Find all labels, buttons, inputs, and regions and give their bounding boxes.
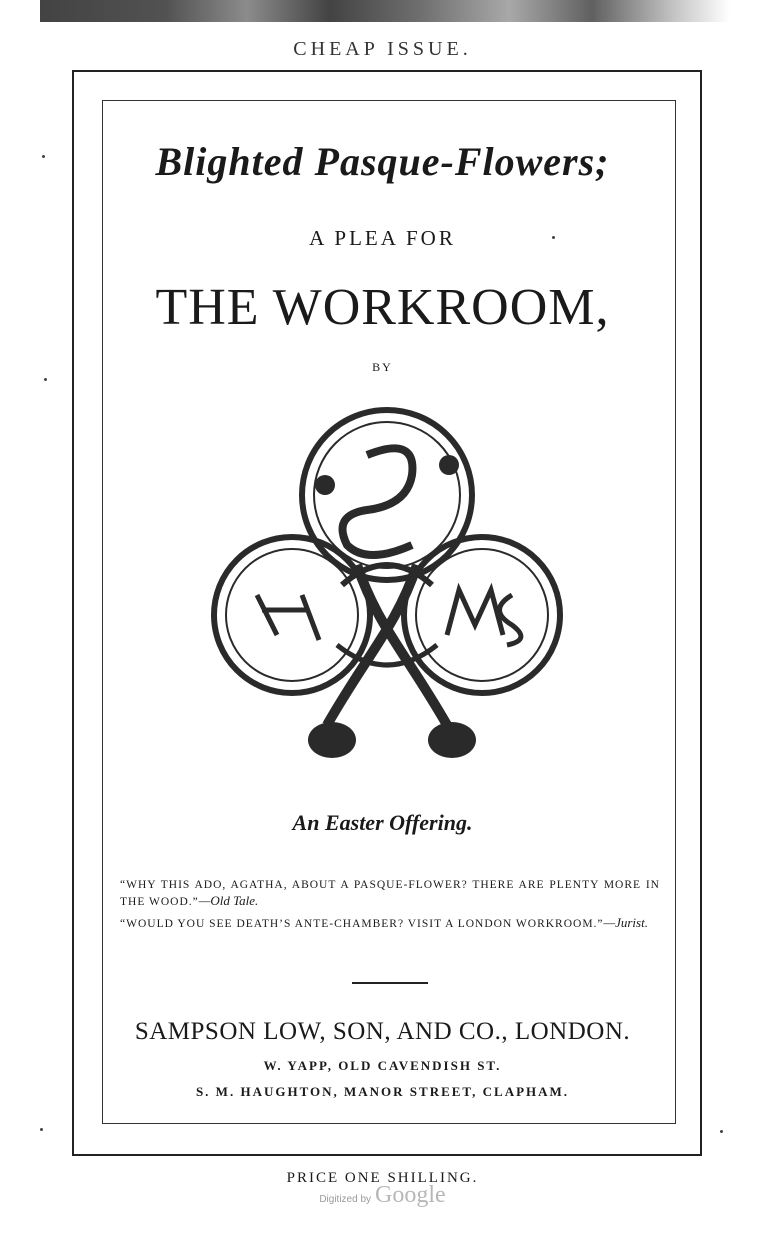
epigraph-quote [120,915,660,932]
scan-speck [42,155,45,158]
by-line: BY [372,360,393,374]
agent-line: W. YAPP, OLD CAVENDISH ST. [263,1058,502,1073]
watermark-logo: Google [375,1182,446,1208]
epigraph-quote [120,877,660,910]
main-title: Blighted Pasque-Flowers; [155,139,610,184]
scan-edge-artifact [40,0,730,22]
easter-offering: An Easter Offering. [292,810,473,835]
quote-source: —Old Tale. [198,893,259,908]
price-line: PRICE ONE SHILLING. [286,1170,479,1186]
scan-speck [552,236,555,239]
quote-text: “WOULD YOU SEE DEATH’S ANTE-CHAMBER? VISIT A LONDON WORKROOM.” [120,918,604,930]
publisher-line: SAMPSON LOW, SON, AND CO., LONDON. [134,1018,631,1045]
scan-speck [40,1128,43,1131]
section-divider [352,982,428,984]
issue-label: CHEAP ISSUE. [293,38,472,60]
subtitle: A PLEA FOR [309,226,456,250]
scan-speck [44,378,47,381]
scan-speck [720,1130,723,1133]
subject-title: THE WORKROOM, [155,279,610,336]
quote-text: “WHY THIS ADO, AGATHA, ABOUT A PASQUE-FLOWER? THERE ARE PLENTY MORE IN THE WOOD.” [120,879,660,908]
monogram-emblem-icon [207,395,567,785]
agent-line: S. M. HAUGHTON, MANOR STREET, CLAPHAM. [195,1084,570,1099]
watermark-prefix: Digitized by [319,1194,372,1205]
quote-source: —Jurist. [603,915,648,930]
